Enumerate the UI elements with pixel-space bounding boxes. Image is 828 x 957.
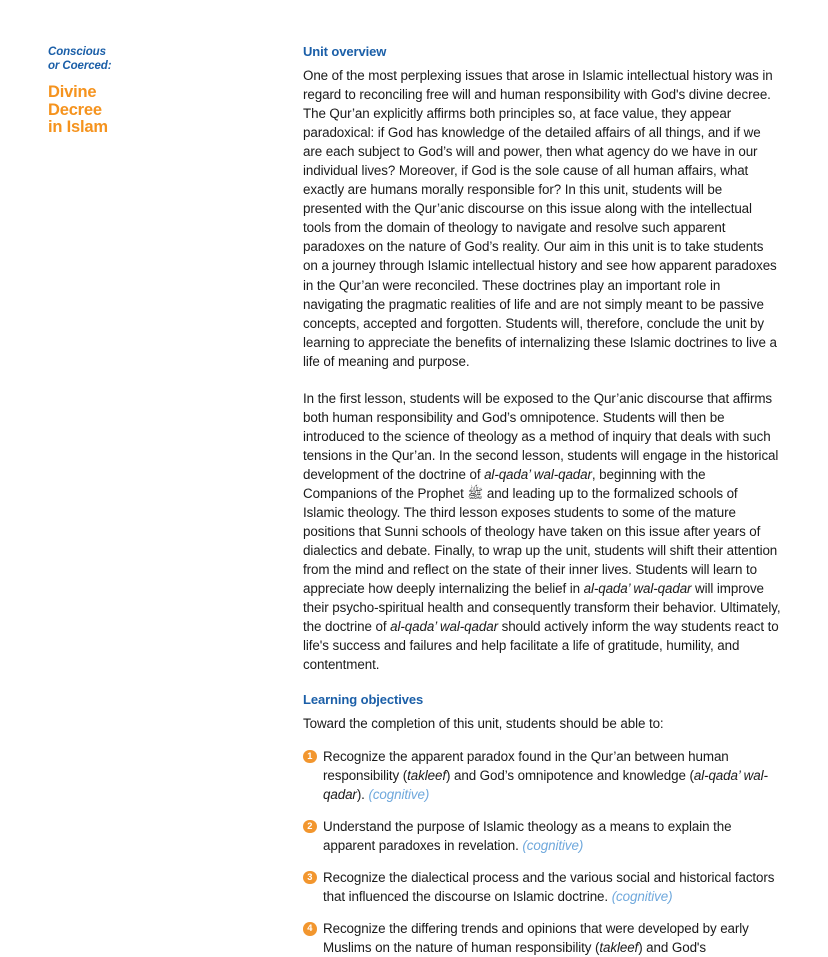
paragraph-2-segment-3: and leading up to the formalized schools of Islamic theology. The third lesson exposes students to some of the mature positions that Sunni schools of theology have taken on this issue after years of dialectics and debate. Finally, to wrap up the unit, students will shift their attention from the mind and reflect on the state of their inner lives. Students will learn to appreciate how deeply internalizing the belief in [303,485,778,597]
list-item [303,868,781,906]
objective-text-segment-2: ) and God's [638,939,707,955]
term-al-qada-wal-qadar-3: al-qada’ wal-qadar [390,619,498,635]
overview-paragraph-2 [303,389,781,675]
objective-number-badge: 1 [303,750,317,764]
objective-text-segment-1: Recognize the dialectical process and the various social and historical factors that influenced the discourse on Islamic doctrine. [323,869,775,904]
learning-objectives-list [303,747,781,957]
paragraph-2-segment-5: should actively inform the way students react to life's success and failures and help facilitate a life of gratitude, humility, and contentment. [303,619,779,673]
list-item [303,919,781,957]
unit-kicker [48,46,248,73]
term-al-qada-wal-qadar-1: al-qada’ wal-qadar [484,466,592,482]
sallallahu-alayhi-wasallam-icon: ﷺ [467,485,484,501]
objective-text-segment-1: Recognize the differing trends and opinions that were developed by early Muslims on the nature of human responsibility ( [323,920,749,955]
objective-text-segment-1: Recognize the apparent paradox found in the Qur’an between human responsibility ( [323,748,729,783]
unit-kicker-line-2: or Coerced: [48,59,112,72]
unit-title-line-3: in Islam [48,118,108,136]
objective-domain-tag: (cognitive) [522,837,584,853]
paragraph-2-segment-2: , beginning with the Companions of the Prophet [303,466,706,501]
term-al-qada-wal-qadar-2: al-qada’ wal-qadar [583,581,692,597]
paragraph-2-segment-4: will improve their psycho-spiritual health and consequently transform their behavior. Ultimately, the doctrine of [303,581,781,635]
objective-text-segment-3: ). [356,786,369,802]
objective-text-segment-1: Understand the purpose of Islamic theology as a means to explain the apparent paradoxes in revelation. [323,818,732,853]
unit-title [48,84,248,137]
objective-number-badge: 4 [303,922,317,936]
learning-objectives-intro: Toward the completion of this unit, students should be able to: [303,716,664,732]
unit-overview-heading: Unit overview [303,44,387,59]
overview-paragraph-1: One of the most perplexing issues that arose in Islamic intellectual history was in regard to reconciling free will and human responsibility with God's divine decree. The Qur’an explicitly affirms both principles so, at face value, they appear paradoxical: if God has knowledge of the detailed affairs of all things, and if we are each subject to God’s will and power, then what agency do we have in our individual lives? Moreover, if God is the sole cause of all human affairs, what exactly are humans morally responsible for? In this unit, students will be presented with the Qur’anic discourse on this issue along with the intellectual tools from the domain of theology to navigate and resolve such apparent paradoxes on the nature of God’s reality. Our aim in this unit is to take students on a journey through Islamic intellectual history and see how apparent paradoxes in the Qur’an were reconciled. These doctrines play an important role in navigating the pragmatic realities of life and are not simply meant to be passive concepts, accepted and forgotten. Students will, therefore, conclude the unit by learning to appreciate the benefits of internalizing these Islamic doctrines to live a life of meaning and purpose. [303,68,777,369]
paragraph-2-segment-1: In the first lesson, students will be exposed to the Qur’anic discourse that affirms both human responsibility and God’s omnipotence. Students will then be introduced to the science of theology as a method of inquiry that deals with such tensions in the Qur’an. In the second lesson, students will engage in the historical development of the doctrine of [303,390,779,482]
unit-title-line-1: Divine [48,83,97,101]
term-takleef: takleef [407,767,446,783]
learning-objectives-heading: Learning objectives [303,692,424,708]
unit-title-line-2: Decree [48,100,102,119]
objective-number-badge: 2 [303,820,317,834]
unit-kicker-line-1: Conscious [48,46,106,58]
objective-domain-tag: (cognitive) [368,786,430,802]
main-content-column [303,44,781,957]
list-item [303,747,781,804]
list-item [303,817,781,855]
objective-number-badge: 3 [303,871,317,885]
objective-text-segment-2: ) and God’s omnipotence and knowledge ( [445,767,694,783]
unit-sidebar [48,46,248,137]
term-takleef: takleef [599,939,639,955]
term-al-qada-wal-qadar: al-qada’ wal-qadar [323,767,768,802]
objective-domain-tag: (cognitive) [611,888,673,904]
